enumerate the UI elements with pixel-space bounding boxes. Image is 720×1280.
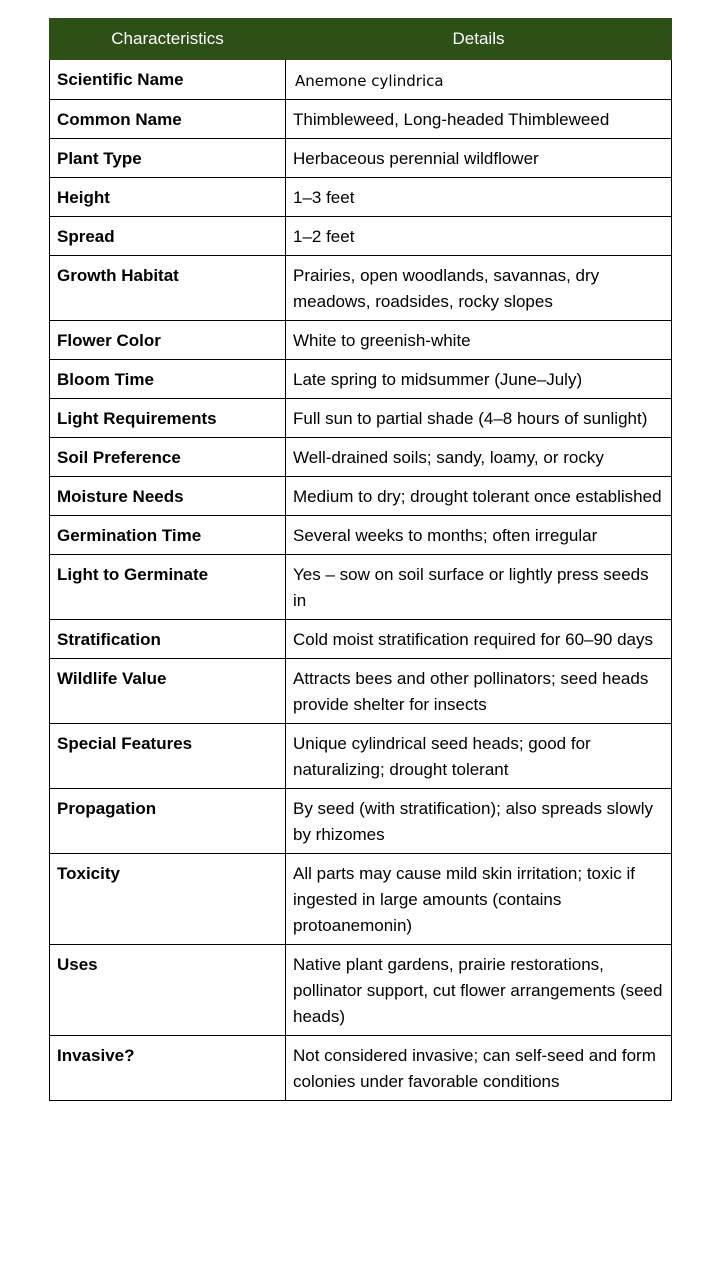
- row-label: Height: [50, 178, 286, 217]
- table-row: [50, 256, 672, 321]
- characteristics-table: [49, 18, 672, 1101]
- row-label: Light Requirements: [50, 399, 286, 438]
- table-row: [50, 659, 672, 724]
- table-row: [50, 360, 672, 399]
- table-row: [50, 789, 672, 854]
- header-details: Details: [286, 19, 672, 60]
- row-label: Propagation: [50, 789, 286, 854]
- table-row: [50, 100, 672, 139]
- row-value: Well-drained soils; sandy, loamy, or rocky: [286, 438, 672, 477]
- row-value: Several weeks to months; often irregular: [286, 516, 672, 555]
- row-label: Special Features: [50, 724, 286, 789]
- row-value: Thimbleweed, Long-headed Thimbleweed: [286, 100, 672, 139]
- row-label: Germination Time: [50, 516, 286, 555]
- row-value: Not considered invasive; can self-seed and form colonies under favorable conditions: [286, 1036, 672, 1101]
- table-row: [50, 945, 672, 1036]
- table-row: [50, 555, 672, 620]
- row-value: Unique cylindrical seed heads; good for naturalizing; drought tolerant: [286, 724, 672, 789]
- table-row: [50, 139, 672, 178]
- row-label: Common Name: [50, 100, 286, 139]
- row-label: Soil Preference: [50, 438, 286, 477]
- row-label: Bloom Time: [50, 360, 286, 399]
- row-value: Yes – sow on soil surface or lightly press seeds in: [286, 555, 672, 620]
- row-label: Stratification: [50, 620, 286, 659]
- row-value: Anemone cylindrica: [286, 60, 672, 100]
- table-row: [50, 620, 672, 659]
- row-label: Wildlife Value: [50, 659, 286, 724]
- row-value: All parts may cause mild skin irritation; toxic if ingested in large amounts (contains protoanemonin): [286, 854, 672, 945]
- table-row: [50, 217, 672, 256]
- row-label: Moisture Needs: [50, 477, 286, 516]
- header-characteristics: Characteristics: [50, 19, 286, 60]
- row-value: Attracts bees and other pollinators; seed heads provide shelter for insects: [286, 659, 672, 724]
- characteristics-table-container: [49, 18, 671, 1101]
- table-row: [50, 399, 672, 438]
- row-value: Cold moist stratification required for 60–90 days: [286, 620, 672, 659]
- table-row: [50, 477, 672, 516]
- table-row: [50, 854, 672, 945]
- row-label: Growth Habitat: [50, 256, 286, 321]
- row-label: Light to Germinate: [50, 555, 286, 620]
- table-header-row: [50, 19, 672, 60]
- row-label: Flower Color: [50, 321, 286, 360]
- row-value: By seed (with stratification); also spreads slowly by rhizomes: [286, 789, 672, 854]
- table-row: [50, 60, 672, 100]
- row-label: Plant Type: [50, 139, 286, 178]
- row-value: 1–2 feet: [286, 217, 672, 256]
- table-row: [50, 321, 672, 360]
- table-row: [50, 178, 672, 217]
- row-label: Uses: [50, 945, 286, 1036]
- row-label: Scientific Name: [50, 60, 286, 100]
- row-value: 1–3 feet: [286, 178, 672, 217]
- table-row: [50, 1036, 672, 1101]
- table-row: [50, 438, 672, 477]
- table-row: [50, 724, 672, 789]
- row-label: Spread: [50, 217, 286, 256]
- row-value: Medium to dry; drought tolerant once established: [286, 477, 672, 516]
- row-value: Full sun to partial shade (4–8 hours of sunlight): [286, 399, 672, 438]
- table-row: [50, 516, 672, 555]
- row-value: Late spring to midsummer (June–July): [286, 360, 672, 399]
- row-label: Invasive?: [50, 1036, 286, 1101]
- row-value: Prairies, open woodlands, savannas, dry meadows, roadsides, rocky slopes: [286, 256, 672, 321]
- row-value: White to greenish-white: [286, 321, 672, 360]
- row-value: Herbaceous perennial wildflower: [286, 139, 672, 178]
- row-value: Native plant gardens, prairie restorations, pollinator support, cut flower arrangements (seed heads): [286, 945, 672, 1036]
- row-label: Toxicity: [50, 854, 286, 945]
